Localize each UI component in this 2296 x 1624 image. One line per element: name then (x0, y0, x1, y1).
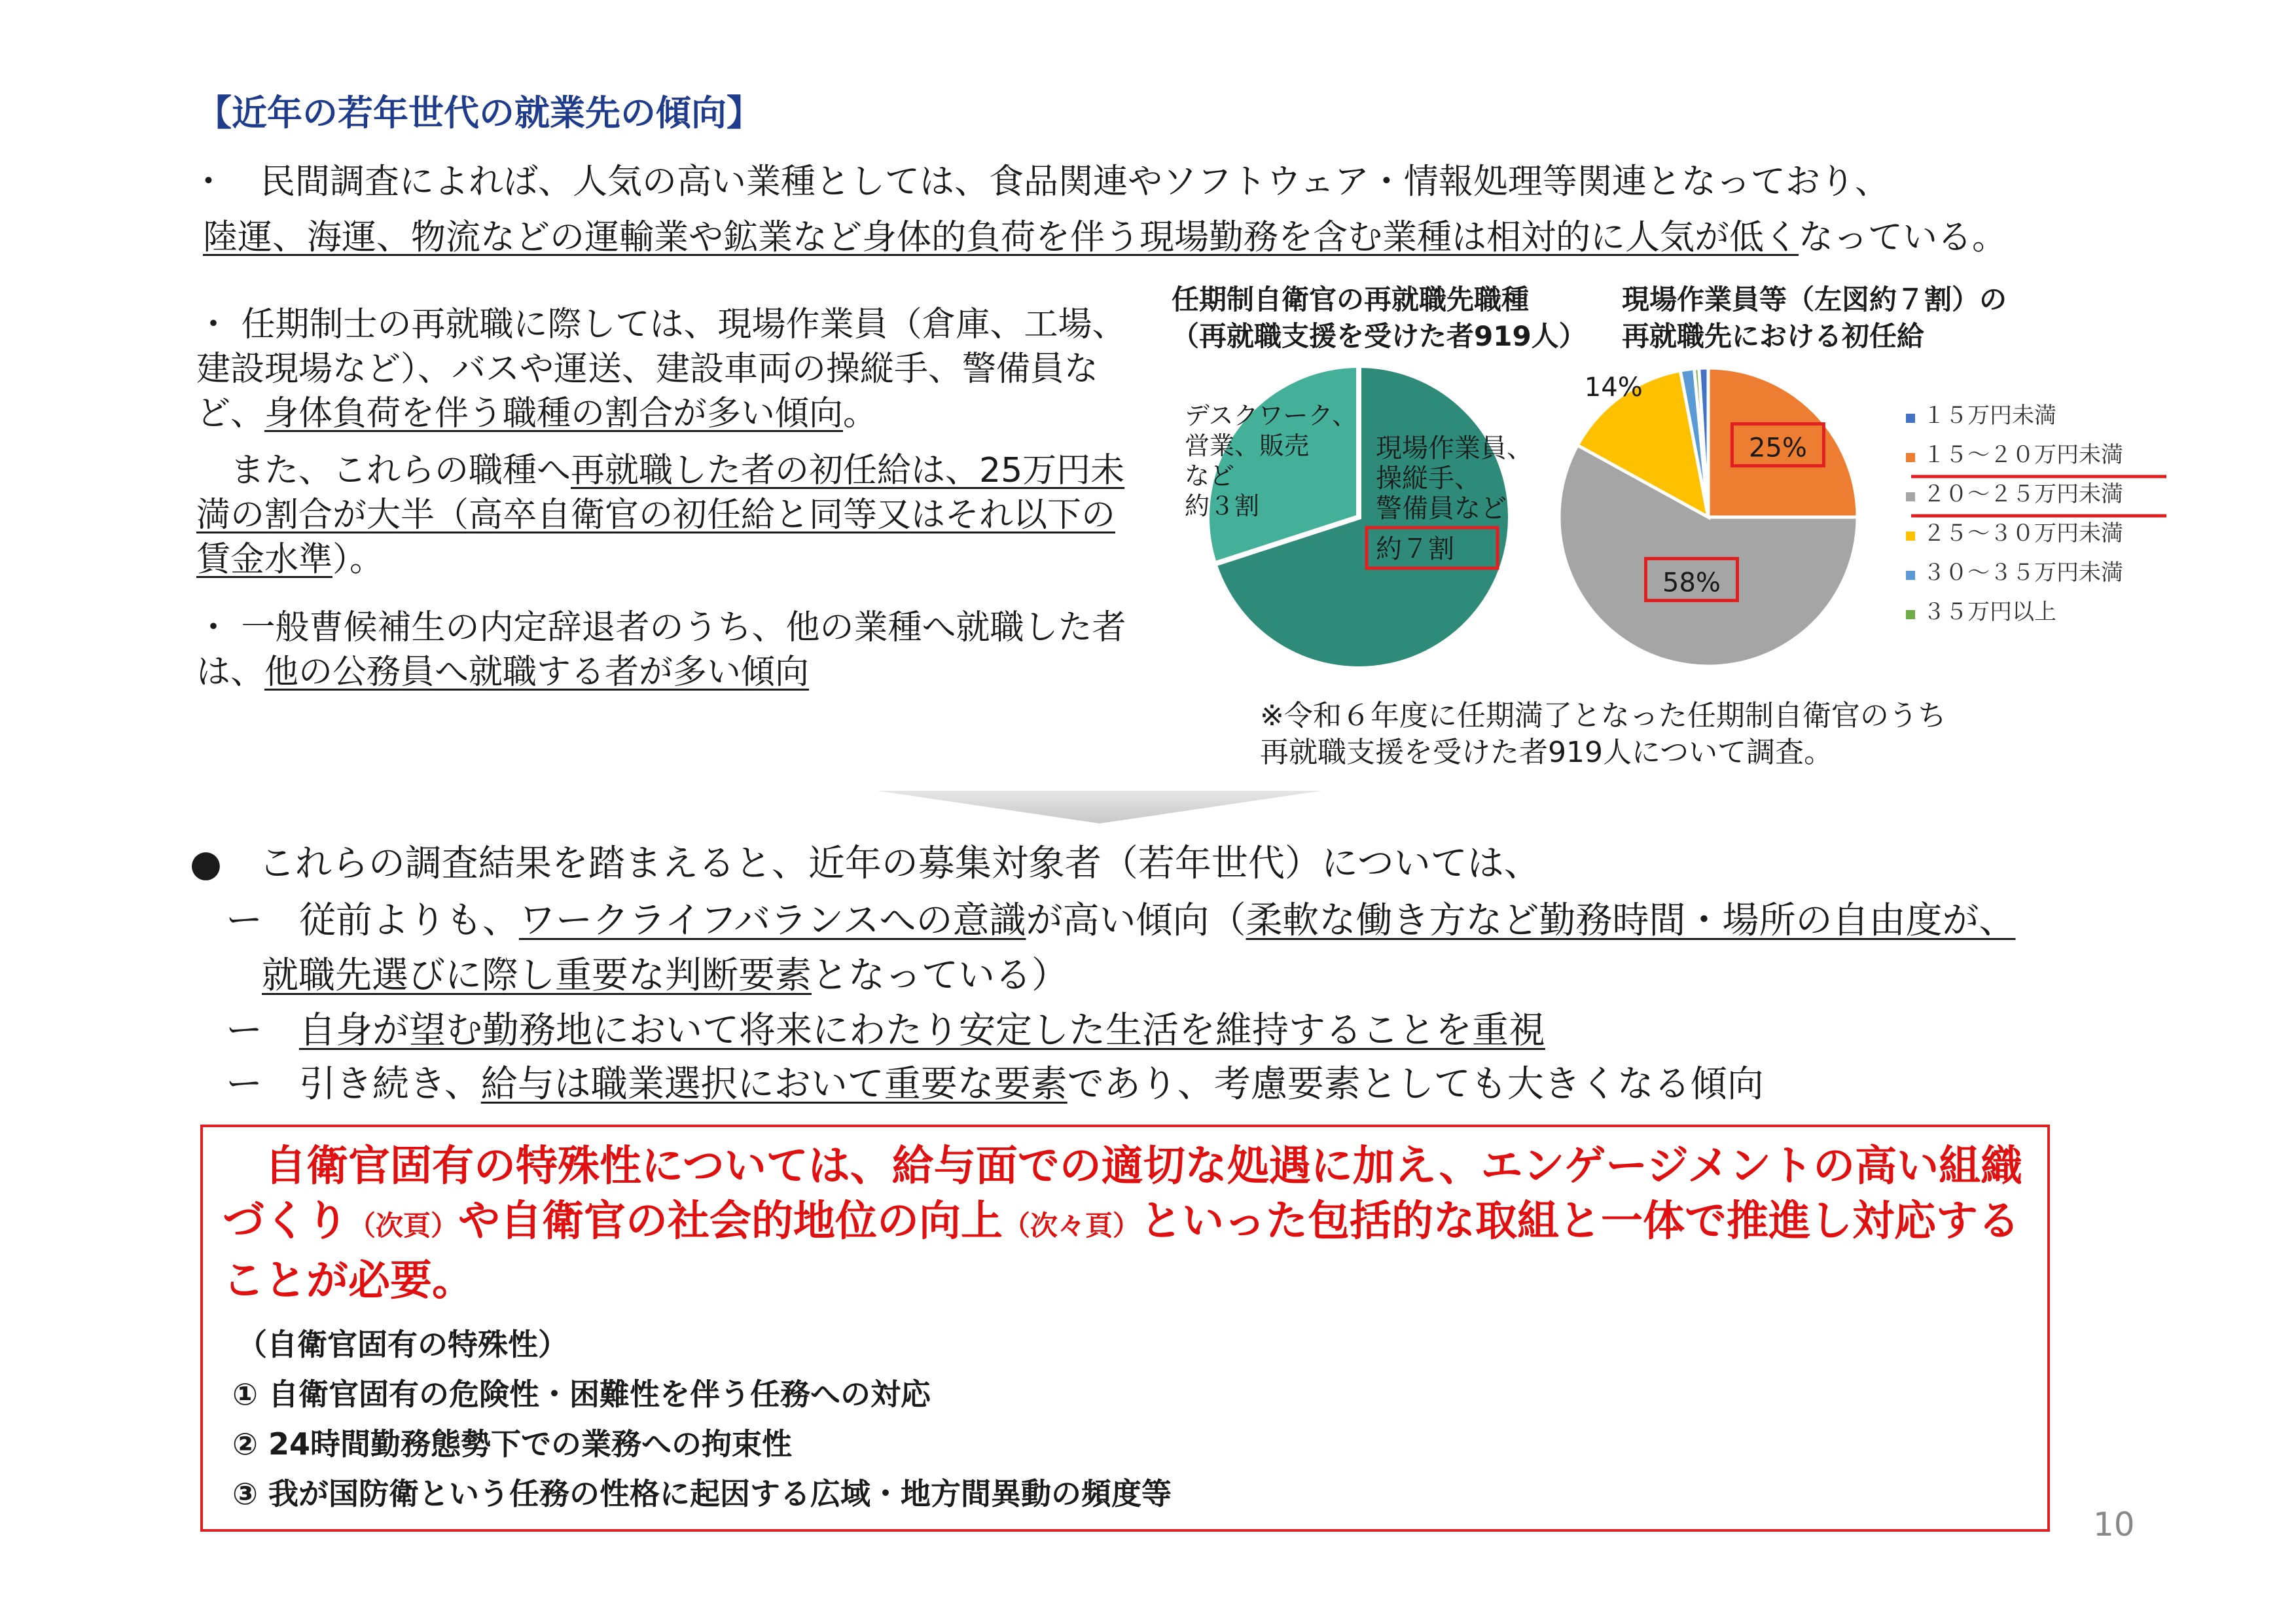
down-arrow-shape (877, 785, 1322, 825)
field-label-pct: 約７割 (1376, 534, 1454, 564)
special-item: ② 24時間勤務態勢下での業務への拘束性 (232, 1426, 792, 1462)
left-paragraph-3 (196, 605, 1145, 695)
chart2-title-line1: 現場作業員等（左図約７割）の (1622, 283, 2007, 316)
chart1-title-line1: 任期制自衛官の再就職先職種 (1172, 283, 1530, 316)
legend-swatch (1906, 532, 1915, 541)
red-part-3: といった包括的な取組と一体で推進し対応することが必要。 (223, 1197, 2020, 1305)
sub1-dash: ー 従前よりも、 (226, 899, 519, 942)
special-title: （自衛官固有の特殊性） (237, 1327, 568, 1362)
p2-text: また、これらの職種へ (196, 451, 571, 490)
sub3-underlined: 給与は職業選択において重要な要素 (480, 1063, 1067, 1106)
p1-underlined: 身体負荷を伴う職種の割合が多い傾向 (264, 394, 844, 433)
conclusion-sub-3 (226, 1055, 1764, 1108)
p3-underlined: 他の公務員へ就職する者が多い傾向 (264, 653, 810, 692)
special-item: ① 自衛官固有の危険性・困難性を伴う任務への対応 (232, 1377, 931, 1412)
intro-line-1: ・ 民間調査によれば、人気の高い業種としては、食品関連やソフトウェア・情報処理等関連となっており、 (191, 162, 1890, 202)
pie-chart-salary (1559, 368, 1857, 666)
legend-label: ３５万円以上 (1923, 599, 2056, 625)
desk-label-4: 約３割 (1185, 492, 1260, 520)
legend-label: １５万円未満 (1923, 403, 2056, 429)
field-label-3: 警備員など (1376, 494, 1507, 524)
charts-area (1165, 367, 2186, 694)
legend-label: １５～２０万円未満 (1923, 442, 2123, 468)
red-ref-2: （次々頁） (1003, 1210, 1141, 1242)
legend-label: ３０～３５万円未満 (1923, 560, 2123, 586)
salary-legend (1906, 403, 2166, 625)
intro-line-2 (203, 209, 2007, 259)
sub2-dash: ー (226, 1009, 299, 1052)
pie2-data-label: 58% (1662, 568, 1721, 598)
red-part-1: 自衛官固有の特殊性については、給与面での適切な処遇に加え、エンゲージメントの高い組織づくり (223, 1142, 2023, 1246)
page-number: 10 (2093, 1506, 2135, 1543)
desk-label-3: など (1185, 461, 1235, 490)
pie2-data-label: 25% (1748, 433, 1807, 463)
p3-text: ・ 一般曹候補生の内定辞退者のうち、他の業種へ就職した者は、 (196, 608, 1126, 692)
sub1-mid: が高い傾向（ (1026, 899, 1246, 942)
red-box-statement (223, 1139, 2042, 1308)
sub1-underlined-1: ワークライフバランスへの意識 (519, 899, 1026, 942)
legend-label: ２０～２５万円未満 (1923, 481, 2123, 507)
conclusion-sub-1-cont (262, 947, 1068, 999)
red-ref-1: （次頁） (348, 1210, 459, 1242)
p1-text: ・ 任期制士の再就職に際しては、現場作業員（倉庫、工場、建設現場など）、バスや運送、建設車両の操縦手、警備員など、 (196, 305, 1126, 433)
sub1b-underlined: 就職先選びに際し重要な判断要素 (262, 954, 812, 997)
sub1b-rest: となっている） (812, 954, 1068, 997)
legend-swatch (1906, 571, 1915, 580)
p2-end: ）。 (332, 540, 384, 579)
page-title: 【近年の若年世代の就業先の傾向】 (196, 92, 762, 134)
field-label-1: 現場作業員、 (1376, 433, 1533, 463)
left-paragraph-1 (196, 302, 1145, 436)
sub3-dash: ー 引き続き、 (226, 1063, 481, 1106)
legend-swatch (1906, 492, 1915, 501)
sub1-underlined-2: 柔軟な働き方など勤務時間・場所の自由度が、 (1246, 899, 2016, 942)
chart2-title-line2: 再就職先における初任給 (1622, 320, 1925, 352)
sub3-rest: であり、考慮要素としても大きくなる傾向 (1067, 1063, 1764, 1106)
conclusion-sub-2 (226, 1001, 1545, 1054)
legend-label: ２５～３０万円未満 (1923, 520, 2123, 547)
survey-note (1260, 698, 1946, 771)
conclusion-bullet: ● これらの調査結果を踏まえると、近年の募集対象者（若年世代）については、 (190, 842, 1541, 885)
desk-label-2: 営業、販売 (1185, 431, 1310, 460)
p1-end: 。 (843, 394, 878, 433)
red-part-2: や自衛官の社会的地位の向上 (458, 1197, 1003, 1246)
intro-rest: なっている。 (1799, 217, 2007, 257)
note-line-2: 再就職支援を受けた者919人について調査。 (1260, 736, 1833, 769)
special-item: ③ 我が国防衛という任務の性格に起因する広域・地方間異動の頻度等 (232, 1476, 1172, 1511)
sub2-underlined: 自身が望む勤務地において将来にわたり安定した生活を維持することを重視 (299, 1009, 1545, 1052)
legend-swatch (1906, 610, 1915, 619)
note-line-1: ※令和６年度に任期満了となった任期制自衛官のうち (1260, 699, 1946, 732)
pie2-data-label: 14% (1584, 372, 1643, 403)
legend-swatch (1906, 414, 1915, 423)
chart1-title (1172, 281, 1587, 355)
field-label-2: 操縦手、 (1376, 463, 1480, 494)
left-paragraph-2 (196, 448, 1145, 582)
chart2-title (1622, 281, 2007, 355)
intro-underlined: 陸運、海運、物流などの運輸業や鉱業など身体的負荷を伴う現場勤務を含む業種は相対的に人気が低く (203, 217, 1799, 257)
p2-underlined: 再就職した者の初任給は、25万円未満の割合が大半（高卒自衛官の初任給と同等又はそれ以下の賃金水準 (196, 451, 1125, 579)
conclusion-sub-1 (226, 892, 2015, 944)
chart1-title-line2: （再就職支援を受けた者919人） (1172, 320, 1587, 352)
legend-swatch (1906, 453, 1915, 462)
desk-label-1: デスクワーク、 (1185, 401, 1357, 430)
